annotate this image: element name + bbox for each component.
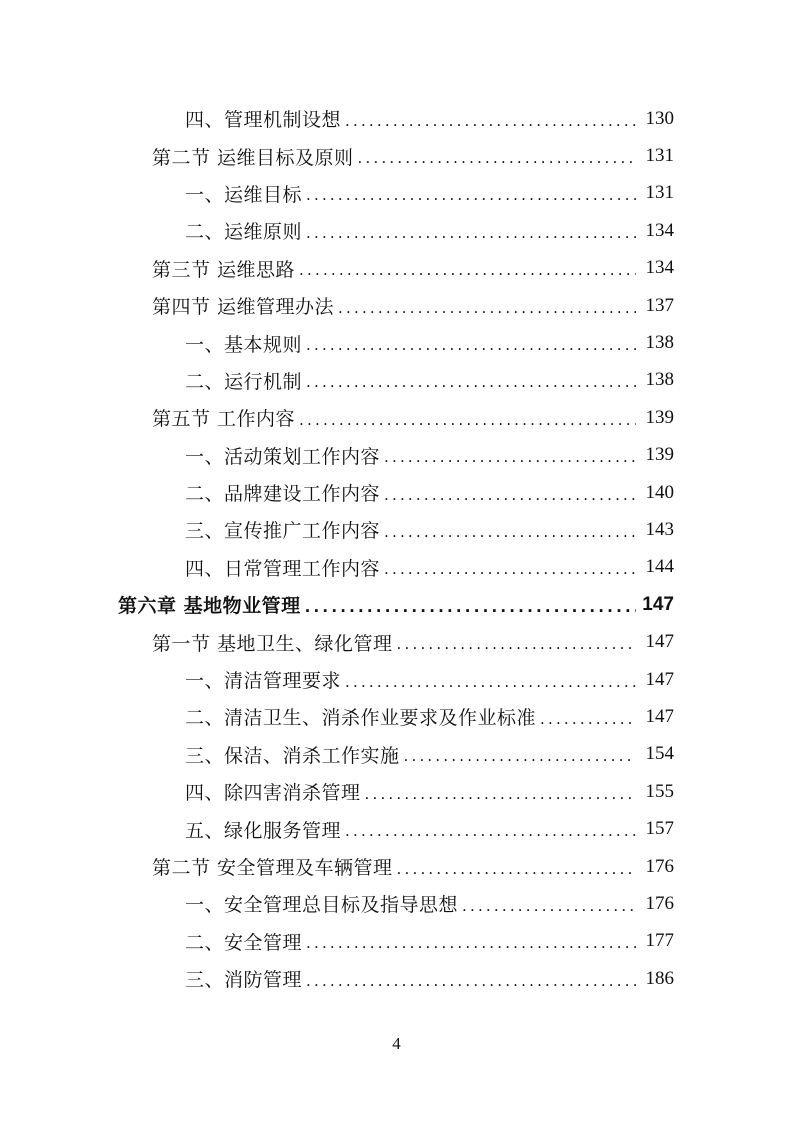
toc-dot-leader	[384, 523, 636, 541]
toc-dot-leader	[306, 336, 636, 354]
toc-entry-title: 第二节 安全管理及车辆管理	[152, 857, 393, 879]
toc-dot-leader	[306, 224, 636, 242]
toc-dot-leader	[345, 822, 636, 840]
toc-entry-page: 139	[645, 406, 674, 428]
toc-entry-item[interactable]	[0, 923, 793, 960]
toc-dot-leader	[397, 860, 636, 878]
toc-entry-item[interactable]	[0, 960, 793, 997]
toc-entry-section[interactable]	[0, 623, 793, 660]
toc-dot-leader	[345, 112, 636, 130]
toc-entry-page: 176	[645, 892, 674, 914]
toc-dot-leader	[299, 261, 636, 279]
toc-entry-title: 三、保洁、消杀工作实施	[185, 744, 400, 767]
toc-entry-page: 186	[645, 967, 674, 989]
toc-entry-section[interactable]	[0, 137, 793, 174]
toc-entry-title: 二、运维原则	[185, 221, 303, 244]
toc-entry-title: 一、运维目标	[185, 183, 303, 206]
toc-entry-title: 四、日常管理工作内容	[185, 557, 381, 580]
page-number: 4	[392, 1034, 401, 1053]
toc-entry-section[interactable]	[0, 399, 793, 436]
toc-entry-chapter[interactable]	[0, 586, 793, 623]
toc-dot-leader	[540, 710, 636, 728]
toc-entry-page: 131	[645, 182, 674, 204]
toc-dot-leader	[397, 635, 636, 653]
toc-entry-page: 139	[645, 444, 674, 466]
toc-entry-title: 一、清洁管理要求	[185, 670, 342, 693]
toc-entry-page: 130	[645, 107, 674, 129]
toc-entry-title: 一、安全管理总目标及指导思想	[185, 894, 459, 917]
toc-entry-section[interactable]	[0, 287, 793, 324]
toc-entry-page: 147	[642, 593, 674, 615]
toc-entry-title: 二、运行机制	[185, 370, 303, 393]
toc-entry-page: 147	[645, 668, 674, 690]
toc-dot-leader	[306, 373, 636, 391]
toc-entry-item[interactable]	[0, 474, 793, 511]
toc-entry-item[interactable]	[0, 773, 793, 810]
toc-entry-page: 134	[645, 257, 674, 279]
toc-entry-item[interactable]	[0, 549, 793, 586]
toc-entry-page: 177	[645, 930, 674, 952]
toc-entry-title: 三、消防管理	[185, 969, 303, 992]
toc-entry-item[interactable]	[0, 362, 793, 399]
toc-entry-title: 第二节 运维目标及原则	[152, 146, 354, 169]
toc-entry-page: 154	[645, 743, 674, 765]
toc-entry-section[interactable]	[0, 848, 793, 885]
toc-entry-title: 二、品牌建设工作内容	[185, 483, 381, 506]
toc-entry-item[interactable]	[0, 698, 793, 735]
toc-entry-title: 四、管理机制设想	[185, 109, 342, 132]
toc-entry-page: 138	[645, 332, 674, 354]
toc-dot-leader	[306, 186, 636, 204]
toc-dot-leader	[384, 448, 636, 466]
toc-entry-title: 四、除四害消杀管理	[185, 782, 361, 805]
toc-entry-page: 134	[645, 219, 674, 241]
toc-entry-page: 155	[645, 780, 674, 802]
table-of-contents	[0, 100, 793, 997]
toc-entry-page: 140	[645, 481, 674, 503]
toc-entry-page: 143	[645, 518, 674, 540]
toc-entry-item[interactable]	[0, 175, 793, 212]
toc-entry-title: 二、安全管理	[185, 931, 303, 954]
toc-entry-title: 二、清洁卫生、消杀作业要求及作业标准	[185, 707, 537, 730]
toc-entry-item[interactable]	[0, 212, 793, 249]
toc-dot-leader	[404, 747, 636, 765]
toc-entry-title: 第一节 基地卫生、绿化管理	[152, 632, 393, 655]
toc-entry-page: 157	[645, 818, 674, 840]
toc-dot-leader	[384, 486, 636, 504]
toc-entry-item[interactable]	[0, 661, 793, 698]
toc-dot-leader	[305, 598, 636, 616]
toc-dot-leader	[345, 673, 636, 691]
toc-dot-leader	[384, 560, 636, 578]
toc-dot-leader	[306, 972, 636, 990]
toc-dot-leader	[338, 299, 636, 317]
toc-entry-item[interactable]	[0, 511, 793, 548]
toc-dot-leader	[462, 897, 636, 915]
toc-entry-title: 五、绿化服务管理	[185, 819, 342, 842]
toc-entry-title: 三、宣传推广工作内容	[185, 520, 381, 543]
toc-dot-leader	[306, 934, 636, 952]
toc-entry-title: 一、基本规则	[185, 333, 303, 356]
toc-dot-leader	[365, 785, 636, 803]
toc-entry-page: 137	[645, 294, 674, 316]
toc-entry-page: 176	[645, 855, 674, 877]
toc-entry-item[interactable]	[0, 324, 793, 361]
toc-entry-item[interactable]	[0, 437, 793, 474]
toc-entry-page: 147	[645, 631, 674, 653]
toc-dot-leader	[358, 149, 636, 167]
toc-entry-section[interactable]	[0, 250, 793, 287]
toc-entry-title: 一、活动策划工作内容	[185, 445, 381, 468]
toc-dot-leader	[299, 411, 636, 429]
toc-entry-item[interactable]	[0, 100, 793, 137]
toc-entry-title: 第五节 工作内容	[152, 408, 296, 431]
toc-entry-title: 第六章 基地物业管理	[118, 595, 301, 618]
toc-entry-page: 138	[645, 369, 674, 391]
toc-entry-item[interactable]	[0, 810, 793, 847]
toc-entry-item[interactable]	[0, 885, 793, 922]
toc-entry-page: 147	[645, 705, 674, 727]
toc-entry-page: 131	[645, 145, 674, 167]
toc-entry-item[interactable]	[0, 736, 793, 773]
toc-entry-page: 144	[645, 556, 674, 578]
toc-entry-title: 第四节 运维管理办法	[152, 296, 335, 319]
toc-entry-title: 第三节 运维思路	[152, 258, 296, 281]
